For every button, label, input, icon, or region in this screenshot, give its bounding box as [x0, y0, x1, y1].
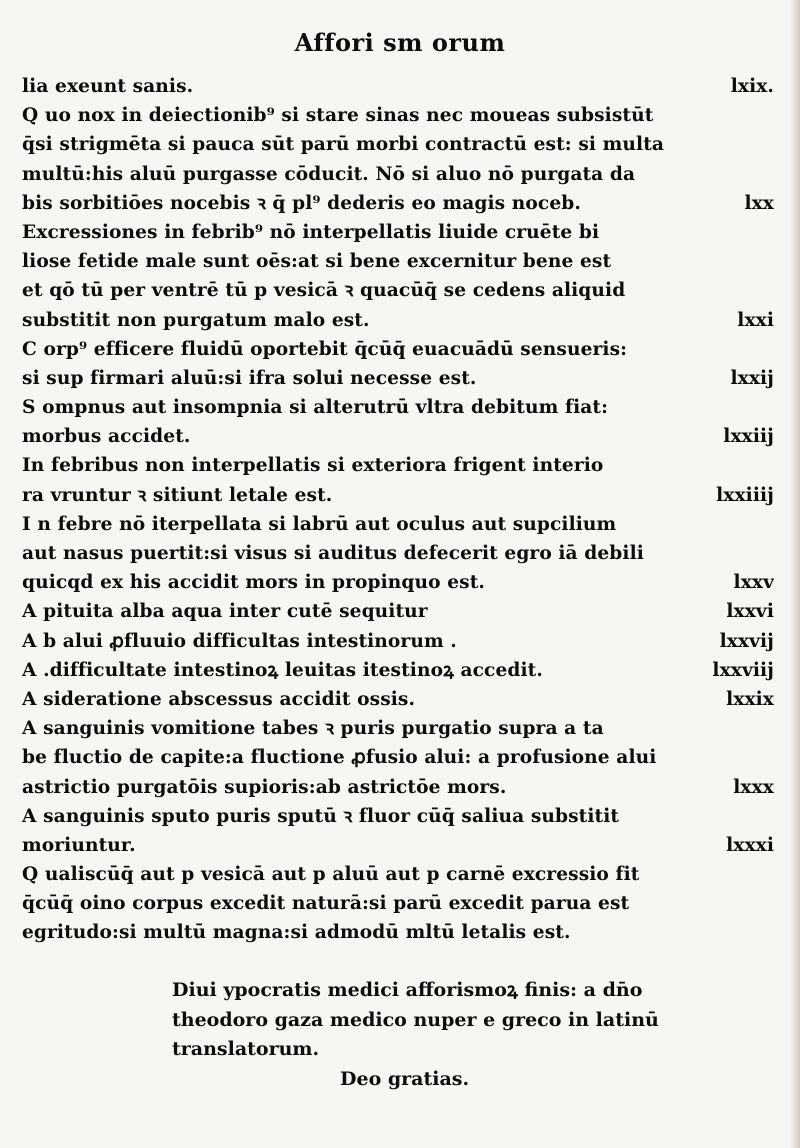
line-text: S ompnus aut insompnia si alterutrū vltra debitum fiat: [22, 397, 609, 419]
aphorism-number [766, 743, 774, 772]
line-text: Q ualiscūq̄ aut p vesicā aut p aluū aut p carnē excressio fit [22, 864, 640, 886]
line-text: egritudo:si multū magna:si admodū mltū letalis est. [22, 922, 571, 944]
aphorism-number [766, 247, 774, 276]
text-line [22, 189, 774, 218]
line-text: I n febre nō iterpellata si labrū aut oculus aut supcilium [22, 513, 617, 535]
line-text: morbus accidet. [22, 426, 191, 448]
text-line [22, 510, 774, 539]
text-line [22, 101, 774, 130]
aphorism-number [766, 335, 774, 364]
aphorism-number: lxxvi [726, 601, 774, 623]
line-text: Excressiones in febrib⁹ nō interpellatis liuide cruēte bi [22, 221, 600, 243]
aphorism-number: lxx [744, 192, 774, 214]
line-text: A sanguinis sputo puris sputū ꝛ fluor cūq̄ saliua substitit [22, 805, 620, 827]
text-line [22, 393, 774, 422]
line-text: ra vruntur ꝛ sitiunt letale est. [22, 484, 333, 506]
colophon-line: translatorum. [172, 1038, 320, 1060]
line-text: be fluctio de capite:a fluctione ꝓfusio alui: a profusione alui [22, 747, 657, 769]
text-line [22, 72, 774, 101]
line-text: lia exeunt sanis. [22, 76, 194, 97]
text-line [22, 160, 774, 189]
aphorism-text-block [22, 72, 774, 948]
aphorism-number [766, 218, 774, 247]
text-line [22, 918, 774, 947]
aphorism-number [766, 510, 774, 539]
deo-gratias: Deo gratias. [340, 1067, 470, 1090]
text-line [22, 247, 774, 276]
text-line [22, 130, 774, 159]
aphorism-number: lxxix [726, 688, 774, 710]
aphorism-number: lxxvij [719, 630, 774, 652]
aphorism-number [766, 539, 774, 568]
aphorism-number [766, 451, 774, 480]
line-text: A b alui ꝓfluuio difficultas intestinorum . [22, 630, 457, 652]
text-line [22, 306, 774, 335]
aphorism-number [766, 889, 774, 918]
text-line [22, 335, 774, 364]
aphorism-number: lxxiiij [716, 484, 774, 506]
running-head: Affori sm orum [294, 28, 506, 57]
line-text: A pituita alba aqua inter cutē sequitur [22, 601, 428, 623]
text-line [22, 860, 774, 889]
text-line [22, 656, 774, 685]
aphorism-number [766, 130, 774, 159]
line-text: A .difficultate intestinoꝝ leuitas itestinoꝝ accedit. [22, 659, 543, 681]
line-text: moriuntur. [22, 834, 136, 856]
page-edge-shadow [790, 0, 800, 1148]
text-line [22, 889, 774, 918]
aphorism-number [766, 918, 774, 947]
line-text: C orp⁹ efficere fluidū oportebit q̄cūq̄ euacuādū sensueris: [22, 338, 628, 360]
line-text: A sideratione abscessus accidit ossis. [22, 688, 416, 710]
aphorism-number [766, 393, 774, 422]
aphorism-number: lxxv [733, 572, 774, 594]
line-text: q̄si strigmēta si pauca sūt parū morbi contractū est: si multa [22, 134, 665, 156]
aphorism-number: lxxij [730, 367, 774, 389]
line-text: Q uo nox in deiectionib⁹ si stare sinas nec moueas subsistūt [22, 105, 654, 127]
text-line [22, 451, 774, 480]
line-text: quicqd ex his accidit mors in propinquo est. [22, 572, 485, 594]
colophon-line: Diui ypocratis medici afforismoꝝ finis: a dn̄o [172, 979, 643, 1001]
text-line [22, 568, 774, 597]
line-text: aut nasus puertit:si visus si auditus defecerit egro iā debili [22, 543, 644, 564]
line-text: A sanguinis vomitione tabes ꝛ puris purgatio supra a ta [22, 718, 604, 740]
text-line [22, 364, 774, 393]
aphorism-number [766, 860, 774, 889]
text-line [22, 597, 774, 626]
text-line [22, 627, 774, 656]
text-line [22, 276, 774, 305]
aphorism-number: lxxxi [726, 834, 774, 856]
aphorism-number [766, 160, 774, 189]
text-line [22, 218, 774, 247]
line-text: multū:his aluū purgasse cōducit. Nō si aluo nō purgata da [22, 163, 636, 185]
colophon [172, 976, 772, 1094]
line-text: In febribus non interpellatis si exteriora frigent interio [22, 455, 604, 477]
text-line [22, 743, 774, 772]
text-line [22, 714, 774, 743]
aphorism-number [766, 101, 774, 130]
line-text: substitit non purgatum malo est. [22, 309, 370, 331]
aphorism-number: lxxi [737, 309, 774, 331]
line-text: si sup firmari aluū:si ifra solui necesse est. [22, 367, 477, 389]
aphorism-number: lxxx [733, 776, 774, 798]
text-line [22, 539, 774, 568]
line-text: liose fetide male sunt oēs:at si bene excernitur bene est [22, 251, 612, 273]
colophon-line: theodoro gaza medico nuper e greco in latinū [172, 1008, 659, 1031]
aphorism-number [766, 802, 774, 831]
line-text: et qō tū per ventrē tū p vesicā ꝛ quacūq̄ se cedens aliquid [22, 280, 626, 302]
aphorism-number: lxxviij [712, 659, 774, 681]
text-line [22, 802, 774, 831]
aphorism-number [766, 714, 774, 743]
line-text: astrictio purgatōis supioris:ab astrictōe mors. [22, 776, 507, 798]
aphorism-number: lxix. [730, 76, 774, 97]
line-text: bis sorbitiōes nocebis ꝛ q̄ pl⁹ dederis eo magis noceb. [22, 192, 581, 214]
line-text: q̄cūq̄ oino corpus excedit naturā:si parū excedit parua est [22, 893, 630, 915]
text-line [22, 481, 774, 510]
text-line [22, 422, 774, 451]
aphorism-number: lxxiij [723, 426, 774, 448]
text-line [22, 773, 774, 802]
text-line [22, 831, 774, 860]
aphorism-number [766, 276, 774, 305]
text-line [22, 685, 774, 714]
